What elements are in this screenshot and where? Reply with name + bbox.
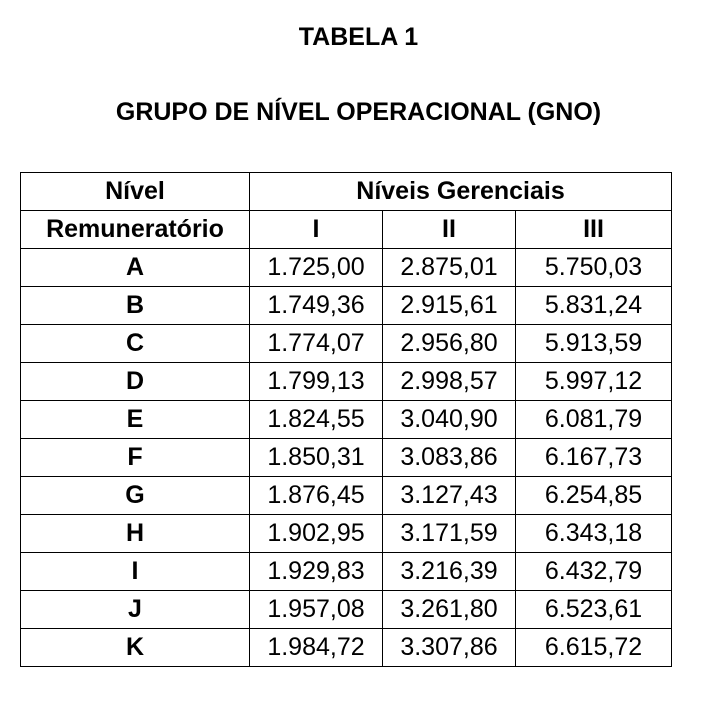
table-row (21, 553, 672, 591)
table-row (21, 439, 672, 477)
header-level-line1: Nível (21, 173, 250, 211)
value-cell: 1.824,55 (250, 401, 383, 439)
table-row (21, 515, 672, 553)
value-cell: 6.254,85 (516, 477, 672, 515)
value-cell: 1.799,13 (250, 363, 383, 401)
value-cell: 6.432,79 (516, 553, 672, 591)
level-cell: J (21, 591, 250, 629)
level-cell: G (21, 477, 250, 515)
value-cell: 1.984,72 (250, 629, 383, 667)
value-cell: 6.523,61 (516, 591, 672, 629)
value-cell: 3.171,59 (383, 515, 516, 553)
value-cell: 3.127,43 (383, 477, 516, 515)
value-cell: 6.167,73 (516, 439, 672, 477)
table-row (21, 363, 672, 401)
table-row (21, 249, 672, 287)
table-row (21, 325, 672, 363)
table-body (21, 249, 672, 667)
header-column-ii: II (383, 211, 516, 249)
level-cell: B (21, 287, 250, 325)
value-cell: 2.956,80 (383, 325, 516, 363)
value-cell: 2.875,01 (383, 249, 516, 287)
document-subtitle: GRUPO DE NÍVEL OPERACIONAL (GNO) (115, 98, 602, 126)
value-cell: 5.997,12 (516, 363, 672, 401)
header-column-i: I (250, 211, 383, 249)
value-cell: 1.850,31 (250, 439, 383, 477)
level-cell: D (21, 363, 250, 401)
document-title: TABELA 1 (298, 23, 419, 51)
value-cell: 1.929,83 (250, 553, 383, 591)
header-group-niveis-gerenciais: Níveis Gerenciais (250, 173, 672, 211)
header-row-top (21, 173, 672, 211)
level-cell: C (21, 325, 250, 363)
header-row-bottom (21, 211, 672, 249)
table-row (21, 591, 672, 629)
value-cell: 6.081,79 (516, 401, 672, 439)
value-cell: 1.749,36 (250, 287, 383, 325)
table-row (21, 629, 672, 667)
value-cell: 3.261,80 (383, 591, 516, 629)
level-cell: E (21, 401, 250, 439)
header-level-line2: Remuneratório (21, 211, 250, 249)
level-cell: K (21, 629, 250, 667)
table-row (21, 401, 672, 439)
salary-table (20, 172, 672, 667)
value-cell: 2.915,61 (383, 287, 516, 325)
value-cell: 3.083,86 (383, 439, 516, 477)
table-header (21, 173, 672, 249)
value-cell: 3.307,86 (383, 629, 516, 667)
value-cell: 3.216,39 (383, 553, 516, 591)
value-cell: 2.998,57 (383, 363, 516, 401)
value-cell: 1.902,95 (250, 515, 383, 553)
value-cell: 5.831,24 (516, 287, 672, 325)
value-cell: 1.774,07 (250, 325, 383, 363)
value-cell: 1.957,08 (250, 591, 383, 629)
level-cell: I (21, 553, 250, 591)
table-row (21, 287, 672, 325)
level-cell: F (21, 439, 250, 477)
level-cell: A (21, 249, 250, 287)
value-cell: 6.615,72 (516, 629, 672, 667)
value-cell: 5.750,03 (516, 249, 672, 287)
value-cell: 6.343,18 (516, 515, 672, 553)
value-cell: 1.876,45 (250, 477, 383, 515)
table-row (21, 477, 672, 515)
level-cell: H (21, 515, 250, 553)
value-cell: 5.913,59 (516, 325, 672, 363)
header-column-iii: III (516, 211, 672, 249)
value-cell: 3.040,90 (383, 401, 516, 439)
value-cell: 1.725,00 (250, 249, 383, 287)
